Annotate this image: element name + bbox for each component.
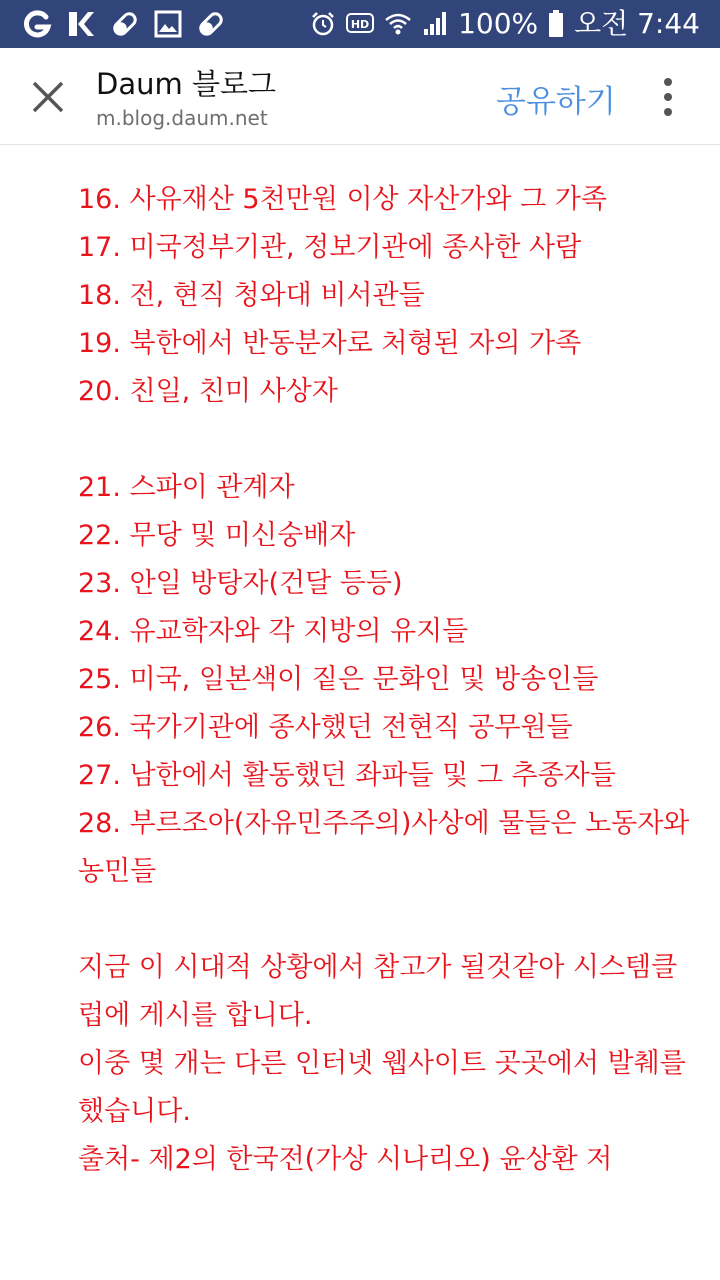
notification-icons: [22, 8, 226, 40]
pill-icon: [110, 9, 140, 39]
text-line: 17. 미국정부기관, 정보기관에 종사한 사람: [78, 232, 582, 263]
text-line: 럽에 게시를 합니다.: [78, 1000, 313, 1031]
page-url: m.blog.daum.net: [96, 106, 268, 130]
article-body: [78, 176, 710, 1184]
clock: 오전 7:44: [574, 7, 700, 40]
pill-icon: [196, 9, 226, 39]
text-line: 20. 친일, 친미 사상자: [78, 376, 338, 407]
text-line: 22. 무당 및 미신숭배자: [78, 520, 356, 551]
status-bar: [0, 0, 720, 48]
battery-percent: 100%: [458, 7, 539, 40]
source-line: 출처- 제2의 한국전(가상 시나리오) 윤상환 저: [78, 1144, 613, 1175]
text-line: 23. 안일 방탕자(건달 등등): [78, 568, 403, 599]
text-line: 농민들: [78, 856, 157, 887]
text-line: 19. 북한에서 반동분자로 처형된 자의 가족: [78, 328, 582, 359]
text-line: 25. 미국, 일본색이 짙은 문화인 및 방송인들: [78, 664, 599, 695]
browser-toolbar: [0, 48, 720, 145]
g-app-icon: [22, 9, 52, 39]
blank-line: [78, 896, 710, 944]
alarm-icon: [310, 11, 336, 37]
wifi-icon: [384, 11, 412, 37]
more-options-button[interactable]: [650, 74, 686, 120]
text-line: 지금 이 시대적 상황에서 참고가 될것같아 시스템클: [78, 952, 678, 983]
text-line: 18. 전, 현직 청와대 비서관들: [78, 280, 425, 311]
close-icon: [31, 80, 65, 114]
battery-icon: [548, 10, 564, 38]
svg-text:HD: HD: [350, 18, 370, 31]
more-vert-icon: [664, 78, 672, 86]
text-line: 26. 국가기관에 종사했던 전현직 공무원들: [78, 712, 573, 743]
text-line: 27. 남한에서 활동했던 좌파들 및 그 추종자들: [78, 760, 616, 791]
image-icon: [154, 10, 182, 38]
close-button[interactable]: [22, 71, 74, 123]
system-icons: [310, 0, 700, 48]
signal-icon: [422, 11, 448, 37]
text-line: 이중 몇 개는 다른 인터넷 웹사이트 곳곳에서 발췌를: [78, 1048, 686, 1079]
text-line: 28. 부르조아(자유민주주의)사상에 물들은 노동자와: [78, 808, 690, 839]
text-line: 21. 스파이 관계자: [78, 472, 295, 503]
page-title: Daum 블로그: [96, 67, 276, 101]
k-app-icon: [66, 9, 96, 39]
hd-icon: [346, 12, 374, 36]
blank-line: [78, 416, 710, 464]
text-line: 16. 사유재산 5천만원 이상 자산가와 그 가족: [78, 184, 607, 215]
text-line: 했습니다.: [78, 1096, 191, 1127]
text-line: 24. 유교학자와 각 지방의 유지들: [78, 616, 469, 647]
share-button[interactable]: 공유하기: [496, 84, 616, 120]
